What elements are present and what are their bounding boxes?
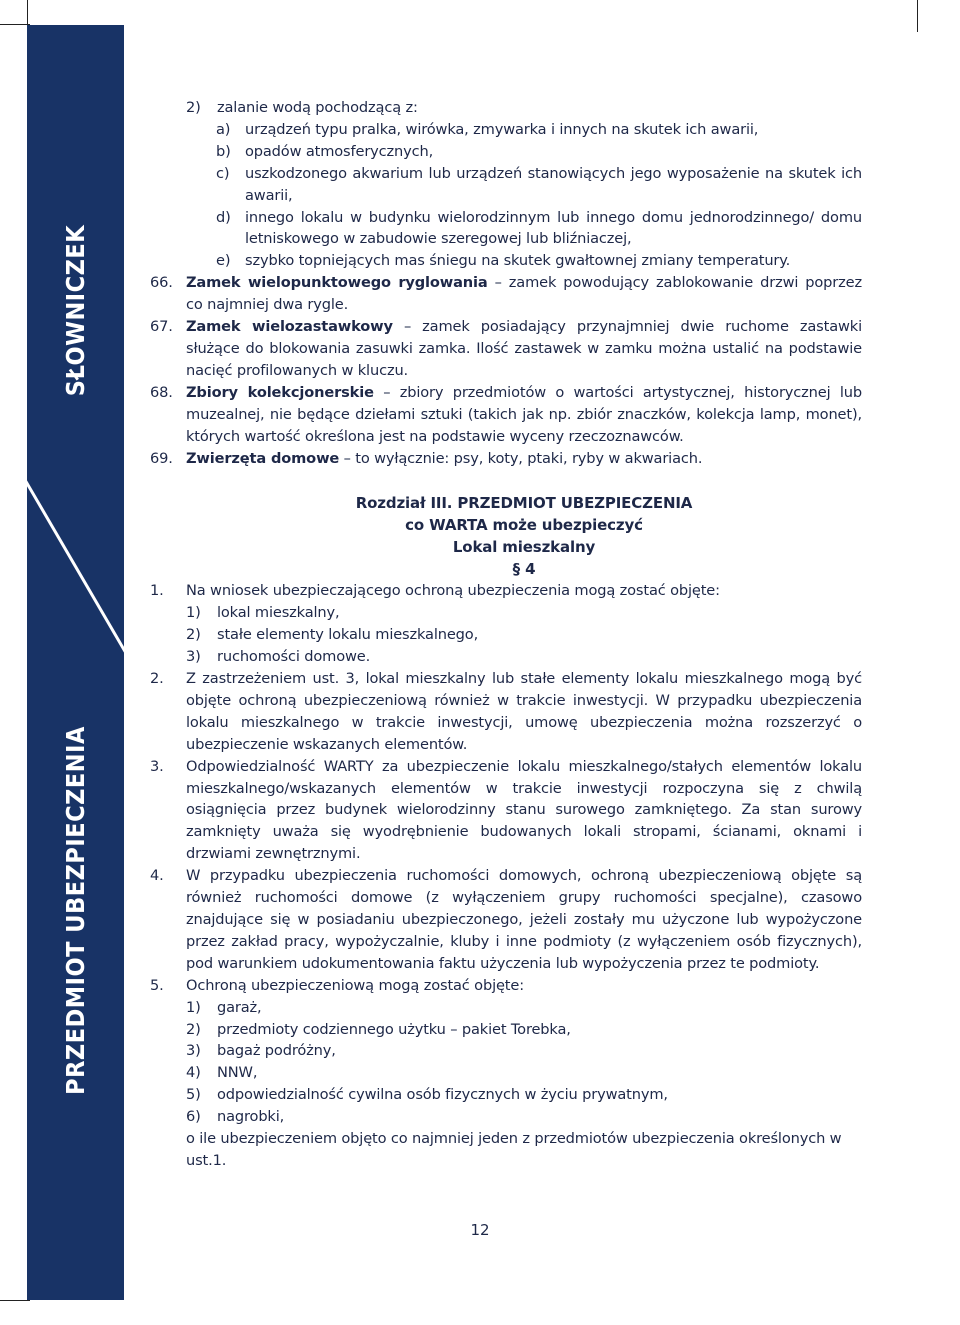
list-item: 5) odpowiedzialność cywilna osób fizycznych w życiu prywatnym, <box>186 1086 668 1104</box>
side-band <box>27 25 124 1300</box>
list-item: 2) przedmioty codziennego użytku – pakiet Torebka, <box>186 1020 571 1038</box>
paragraph-2: 2. Z zastrzeżeniem ust. 3, lokal mieszkalny lub stałe elementy lokalu mieszkalnego mogą być objęte ochroną ubezpieczeniową również w trakcie inwestycji. W przypadku ubezpieczenia lokalu mieszkalnego w trakcie inwestycji, umowę ubezpieczenia można rozszerzyć o ubezpieczenie wskazanych elementów. <box>150 670 862 753</box>
definition-69: 69. Zwierzęta domowe – to wyłącznie: psy, koty, ptaki, ryby w akwariach. <box>150 449 703 467</box>
list-item: 2) stałe elementy lokalu mieszkalnego, <box>186 626 479 644</box>
diagonal-stripe-graphic <box>27 25 124 1300</box>
list-item: e) szybko topniejących mas śniegu na skutek gwałtownej zmiany temperatury. <box>216 252 791 270</box>
list-item: 1) lokal mieszkalny, <box>186 604 340 622</box>
document-body <box>150 97 862 1172</box>
section-number: § 4 <box>512 560 536 579</box>
chapter-subtitle: co WARTA może ubezpieczyć <box>405 516 643 535</box>
list-item: 4) NNW, <box>186 1064 258 1082</box>
paragraph-5: 5. Ochroną ubezpieczeniową mogą zostać objęte: <box>150 976 524 994</box>
paragraph-4: 4. W przypadku ubezpieczenia ruchomości domowych, ochroną ubezpieczeniową objęte są również ruchomości domowe (z wyłączeniem grupy ruchomości specjalne), czasowo znajdujące się w posiadaniu ubezpieczonego, jeżeli zostały mu użyczone lub wypożyczone przez zakład pracy, wypożyczalnie, kluby i inne podmioty (z wyłączeniem osób fizycznych), pod warunkiem udokumentowania faktu użyczenia lub wypożyczenia przez te podmioty. <box>150 867 862 972</box>
definition-67: 67. Zamek wielozastawkowy – zamek posiadający przynajmniej dwie ruchome zastawki służące do blokowania zasuwki zamka. Ilość zastawek w zamku można ustalić na podstawie nacięć profilowanych w kluczu. <box>150 318 862 379</box>
side-label-glossary: SŁOWNICZEK <box>61 224 91 396</box>
definition-subitem: 2) zalanie wodą pochodzącą z: <box>186 99 418 116</box>
definition-68: 68. Zbiory kolekcjonerskie – zbiory przedmiotów o wartości artystycznej, historycznej lub muzealnej, nie będące dziełami sztuki (takich jak np. zbiór znaczków, kolekcja lamp, monet), których wartość określona jest na podstawie wyceny rzeczoznawców. <box>150 383 862 445</box>
definition-66: 66. Zamek wielopunktowego ryglowania – zamek powodujący zablokowanie drzwi poprzez co najmniej dwa rygle. <box>150 274 862 314</box>
paragraph-3: 3. Odpowiedzialność WARTY za ubezpieczenie lokalu mieszkalnego/stałych elementów lokalu mieszkalnego/wskazanych elementów w trakcie inwestycji rozpoczyna się z chwilą osiągnięcia przez budynek wielorodzinny stanu surowego zamkniętego. Za stan surowy zamknięty uważa się wyodrębnienie budowanych lokali stropami, ścianami, oknami i drzwiami zewnętrznymi. <box>150 757 862 863</box>
crop-mark <box>917 0 918 32</box>
list-item: 3) bagaż podróżny, <box>186 1042 336 1060</box>
paragraph-5-closing: o ile ubezpieczeniem objęto co najmniej jeden z przedmiotów ubezpieczenia określonych w ust.1. <box>186 1130 842 1169</box>
list-item: b) opadów atmosferycznych, <box>216 142 434 160</box>
page-number: 12 <box>470 1221 490 1239</box>
chapter-heading: Lokal mieszkalny <box>452 538 596 557</box>
chapter-title: Rozdział III. PRZEDMIOT UBEZPIECZENIA <box>355 494 693 513</box>
list-item: 6) nagrobki, <box>186 1108 285 1126</box>
crop-mark <box>0 1300 30 1301</box>
side-label-subject: PRZEDMIOT UBEZPIECZENIA <box>61 725 91 1095</box>
crop-mark <box>0 24 30 25</box>
paragraph-1: 1. Na wniosek ubezpieczającego ochroną ubezpieczenia mogą zostać objęte: <box>150 582 720 600</box>
list-item: 1) garaż, <box>186 998 262 1016</box>
list-item: d) innego lokalu w budynku wielorodzinnym lub innego domu jednorodzinnego/ domu letniskowego w zabudowie szeregowej lub bliźniaczej, <box>216 208 862 248</box>
list-item: 3) ruchomości domowe. <box>186 648 371 666</box>
list-item: a) urządzeń typu pralka, wirówka, zmywarka i innych na skutek ich awarii, <box>216 120 759 138</box>
list-item: c) uszkodzonego akwarium lub urządzeń stanowiących jego wyposażenie na skutek ich awarii, <box>216 164 862 204</box>
